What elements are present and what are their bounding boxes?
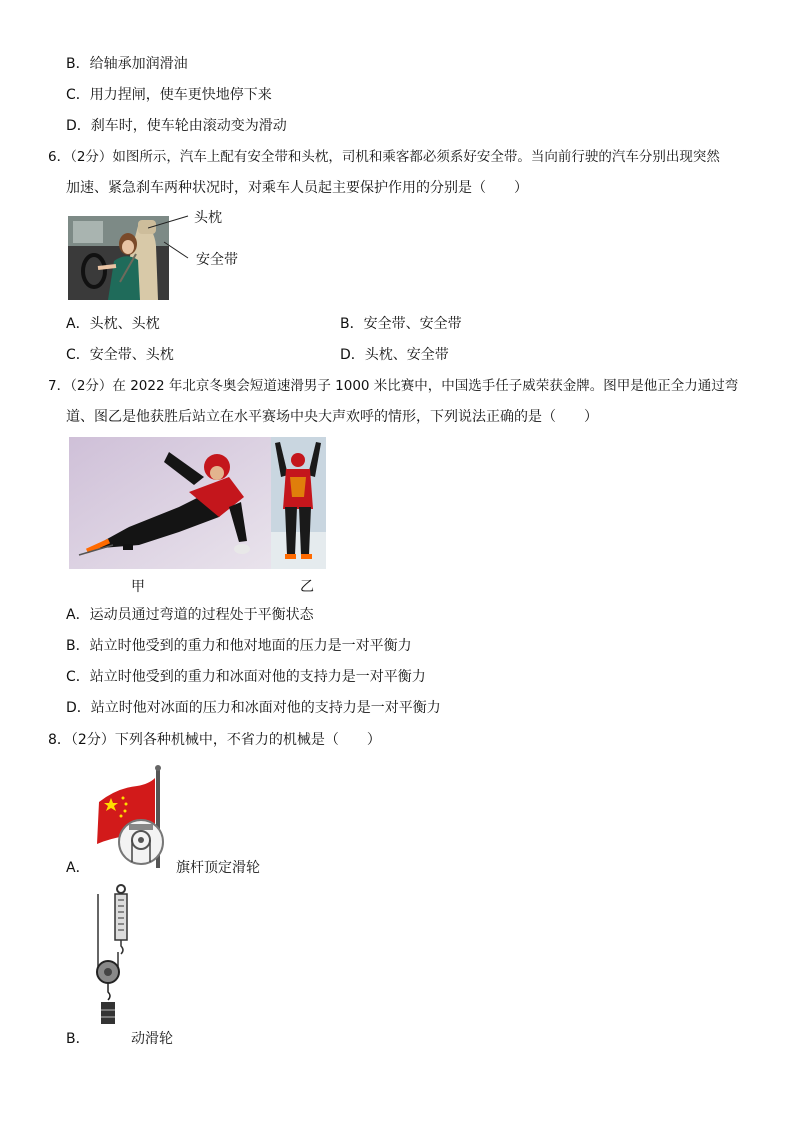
movable-pulley-illustration bbox=[94, 884, 134, 1034]
q8-option-b-letter: B． bbox=[66, 1031, 90, 1047]
q6-option-d: D．头枕、安全带 bbox=[340, 347, 449, 363]
q6-stem-line1: 6．（2分）如图所示，汽车上配有安全带和头枕，司机和乘客都必须系好安全带。当向前行驶的汽车分别出现突然 bbox=[48, 149, 720, 165]
flagpole-fixed-pulley-illustration bbox=[97, 764, 177, 868]
q6-stem-line2: 加速、紧急刹车两种状况时，对乘车人员起主要保护作用的分别是（ ） bbox=[66, 180, 528, 196]
q7-option-d: D．站立时他对冰面的压力和冰面对他的支持力是一对平衡力 bbox=[66, 700, 441, 716]
q7-stem-line2: 道、图乙是他获胜后站立在水平赛场中央大声欢呼的情形，下列说法正确的是（ ） bbox=[66, 409, 598, 425]
q7-stem-line1: 7．（2分）在 2022 年北京冬奥会短道速滑男子 1000 米比赛中，中国选手任子威荣获金牌。图甲是他正全力通过弯 bbox=[48, 378, 739, 394]
q7-caption-jia: 甲 bbox=[131, 579, 145, 595]
q7-option-c: C．站立时他受到的重力和冰面对他的支持力是一对平衡力 bbox=[66, 669, 426, 685]
prev-option-c: C．用力捏闸，使车更快地停下来 bbox=[66, 87, 272, 103]
q6-option-c: C．安全带、头枕 bbox=[66, 347, 174, 363]
q7-option-a: A．运动员通过弯道的过程处于平衡状态 bbox=[66, 607, 314, 623]
q6-label-seatbelt: 安全带 bbox=[196, 252, 238, 268]
prev-option-d: D．刹车时，使车轮由滚动变为滑动 bbox=[66, 118, 287, 134]
q6-option-b: B．安全带、安全带 bbox=[340, 316, 462, 332]
q7-caption-yi: 乙 bbox=[300, 579, 314, 595]
q8-option-a-caption: 旗杆顶定滑轮 bbox=[176, 860, 260, 876]
q6-label-headrest: 头枕 bbox=[194, 210, 222, 226]
q7-option-b: B．站立时他受到的重力和他对地面的压力是一对平衡力 bbox=[66, 638, 412, 654]
q8-stem: 8．（2分）下列各种机械中，不省力的机械是（ ） bbox=[48, 732, 381, 748]
prev-option-b: B．给轴承加润滑油 bbox=[66, 56, 188, 72]
q6-option-a: A．头枕、头枕 bbox=[66, 316, 160, 332]
q7-skater-cornering-photo bbox=[69, 437, 271, 569]
q7-skater-standing-photo bbox=[271, 437, 326, 569]
q8-option-b-caption: 动滑轮 bbox=[131, 1031, 173, 1047]
q8-option-a-letter: A． bbox=[66, 860, 90, 876]
